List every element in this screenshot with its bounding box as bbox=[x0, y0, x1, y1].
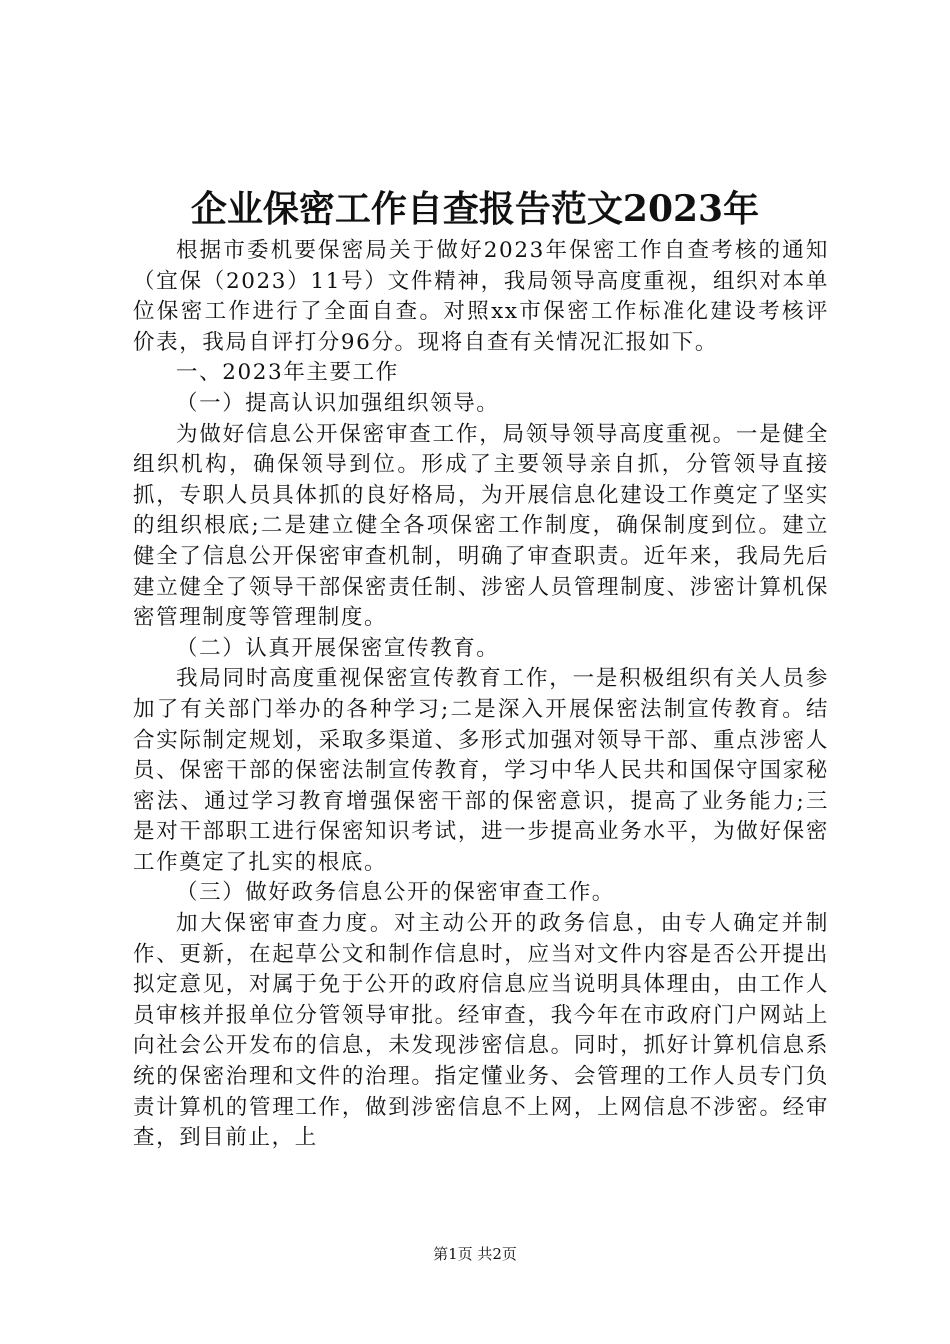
paragraph-organization: 为做好信息公开保密审查工作，局领导领导高度重视。一是健全组织机构，确保领导到位。形成了主要领导亲自抓，分管领导直接抓，专职人员具体抓的良好格局，为开展信息化建设工作奠定了坚实的组织根底;二是建立健全各项保密工作制度，确保制度到位。建立健全了信息公开保密审查机制，明确了审查职责。近年来，我局先后建立健全了领导干部保密责任制、涉密人员管理制度、涉密计算机保密管理制度等管理制度。 bbox=[133, 421, 829, 631]
paragraph-intro: 根据市委机要保密局关于做好2023年保密工作自查考核的通知（宜保（2023）11号）文件精神，我局领导高度重视，组织对本单位保密工作进行了全面自查。对照xx市保密工作标准化建设考核评价表，我局自评打分96分。现将自查有关情况汇报如下。 bbox=[133, 238, 829, 355]
section-heading-main-work: 一、2023年主要工作 bbox=[176, 360, 399, 386]
paragraph-education: 我局同时高度重视保密宣传教育工作，一是积极组织有关人员参加了有关部门举办的各种学习;二是深入开展保密法制宣传教育。结合实际制定规划，采取多渠道、多形式加强对领导干部、重点涉密人员、保密干部的保密法制宣传教育，学习中华人民共和国保守国家秘密法、通过学习教育增强保密干部的保密意识，提高了业务能力;三是对干部职工进行保密知识考试，进一步提高业务水平，为做好保密工作奠定了扎实的根底。 bbox=[133, 666, 829, 875]
subsection-heading-3: （三）做好政务信息公开的保密审查工作。 bbox=[176, 880, 615, 906]
document-title: 企业保密工作自查报告范文2023年 bbox=[190, 188, 760, 230]
page-footer: 第1页 共2页 bbox=[433, 1245, 517, 1263]
subsection-heading-1: （一）提高认识加强组织领导。 bbox=[176, 390, 500, 416]
subsection-heading-2: （二）认真开展保密宣传教育。 bbox=[176, 635, 500, 661]
paragraph-review: 加大保密审查力度。对主动公开的政务信息，由专人确定并制作、更新，在起草公文和制作信息时，应当对文件内容是否公开提出拟定意见，对属于免于公开的政府信息应当说明具体理由，由工作人员审核并报单位分管领导审批。经审查，我今年在市政府门户网站上向社会公开发布的信息，未发现涉密信息。同时，抓好计算机信息系统的保密治理和文件的治理。指定懂业务、会管理的工作人员专门负责计算机的管理工作，做到涉密信息不上网，上网信息不涉密。经审查，到目前止，上 bbox=[133, 911, 829, 1151]
document-body bbox=[133, 236, 829, 1154]
